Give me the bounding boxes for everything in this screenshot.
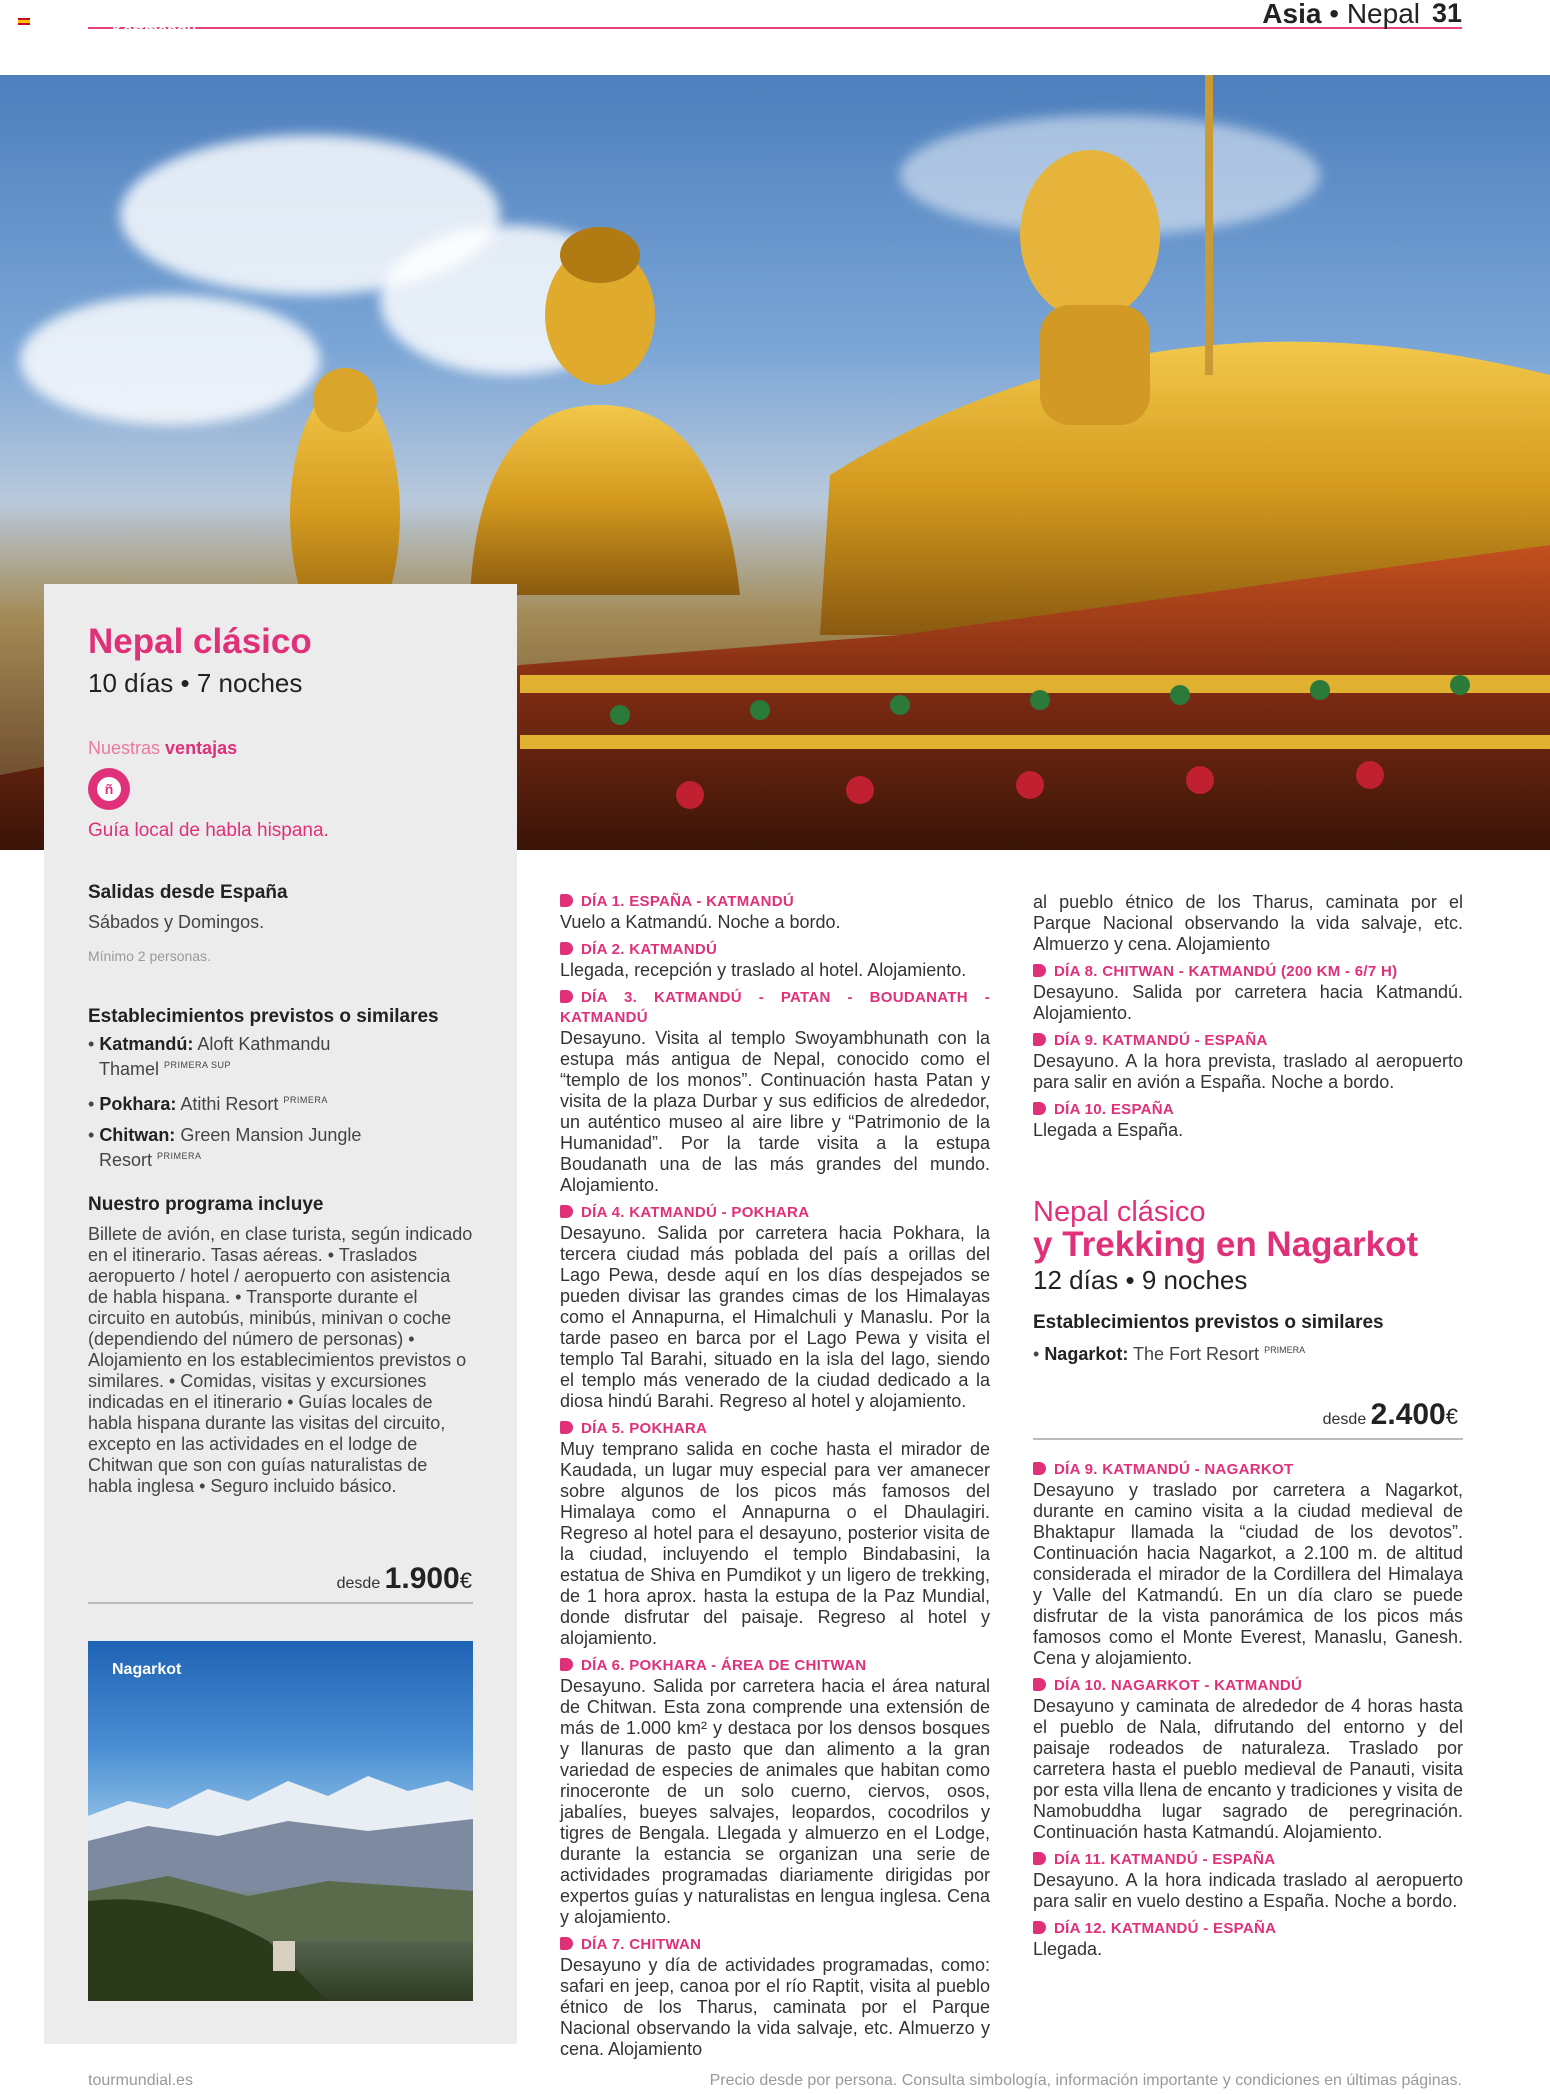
day-marker-icon [560, 1205, 573, 1218]
hero-caption: Kartmandú [112, 22, 197, 39]
day-marker-icon [1033, 1462, 1046, 1475]
day-marker-icon [560, 1421, 573, 1434]
itinerary-day: DÍA 8. CHITWAN - KATMANDÚ (200 KM - 6/7 H) Desayuno. Salida por carretera hacia Katmandú. Alojamiento. [1033, 963, 1463, 1023]
includes-heading: Nuestro programa incluye [88, 1194, 324, 1215]
hotels-heading: Establecimientos previstos o similares [88, 1006, 439, 1027]
itinerary-day: DÍA 7. CHITWAN Desayuno y día de actividades programadas, como: safari en jeep, canoa por el río Raptit, visita al pueblo étnico de los Tharus, caminata por el Parque Nacional observando la vida salvaje, etc. Almuerzo y cena. Alojamiento [560, 1936, 990, 2059]
advantages-heading: Nuestras ventajas [88, 738, 238, 758]
itinerary-day: DÍA 6. POKHARA - ÁREA DE CHITWAN Desayuno. Salida por carretera hacia el área natural de Chitwan. Esta zona comprende una extensión de más de 1.000 km² y destaca por los densos bosques y llanuras de pasto que dan alimento a la gran variedad de especies de animales que habitan como rinoceronte de un solo cuerno, ciervos, osos, jabalíes, bueyes salvajes, leopardos, cocodrilos y tigres de Bengala. Llegada y almuerzo en el Lodge, durante la estancia se organizan una serie de actividades programadas diariamente dirigidas por expertos guías y naturalistas en lengua inglesa. Cena y alojamiento. [560, 1657, 990, 1927]
price-divider [1033, 1438, 1463, 1440]
footer-website[interactable]: tourmundial.es [88, 2072, 193, 2089]
hotel-item: • Pokhara: Atithi Resort $^{PRIMERA}$ [88, 1094, 328, 1114]
mountain-illustration [88, 1641, 473, 2001]
day7-continuation: al pueblo étnico de los Tharus, caminata por el Parque Nacional observando la vida salvaje, etc. Almuerzo y cena. Alojamiento [1033, 892, 1463, 954]
itinerary-day: DÍA 4. KATMANDÚ - POKHARA Desayuno. Salida por carretera hacia Pokhara, la tercera ciudad más poblada del país a orillas del Lago Pewa, desde aquí en los días despejados se pueden divisar las grandes cimas de los Himalayas como el Annapurna, el Himalchuli y Manaslu. Por la tarde paseo en barca por el Lago Pewa y visita el templo Tal Barahi, situado en la isla del lago, siendo el templo más venerado de la ciudad dedicado a la diosa hindú Barahi. Regreso al hotel y alojamiento. [560, 1204, 990, 1411]
day-marker-icon [1033, 964, 1046, 977]
hotel-item: • Chitwan: Green Mansion Jungle Resort $^{PRIMERA}$ [88, 1125, 362, 1170]
day-marker-icon [1033, 1102, 1046, 1115]
hotels-list [88, 1034, 388, 1181]
nagarkot-photo [88, 1641, 473, 2001]
footer-disclaimer: Precio desde por persona. Consulta simbología, información importante y condiciones en últimas páginas. [709, 2072, 1462, 2089]
page-number: 31 [1431, 0, 1462, 28]
minimum-people: Mínimo 2 personas. [88, 948, 211, 964]
trip2-title-light: Nepal clásico [1033, 1196, 1206, 1228]
trip2-duration: 12 días • 9 noches [1033, 1265, 1248, 1295]
itinerary-day: DÍA 10. NAGARKOT - KATMANDÚ Desayuno y caminata de alrededor de 4 horas hasta el pueblo de Nala, difrutando del entorno y del paisaje rodeados de naturaleza. Traslado por carretera hasta el pueblo medieval de Panauti, visita por esta villa llena de encanto y tradiciones y visita de Namobuddha lugar sagrado de peregrinación. Continuación hasta Katmandú. Alojamiento. [1033, 1677, 1463, 1842]
itinerary-day: DÍA 9. KATMANDÚ - ESPAÑA Desayuno. A la hora prevista, traslado al aeropuerto para salir en avión a España. Noche a bordo. [1033, 1032, 1463, 1092]
price-divider [88, 1602, 473, 1604]
day-marker-icon [1033, 1678, 1046, 1691]
advantage-text: Guía local de habla hispana. [88, 820, 329, 841]
trip2-hotel: • Nagarkot: The Fort Resort $^{PRIMERA}$ [1033, 1344, 1306, 1364]
departures-heading: Salidas desde España [88, 882, 288, 903]
day-marker-icon [560, 894, 573, 907]
day-marker-icon [1033, 1033, 1046, 1046]
trip2-hotels-heading: Establecimientos previstos o similares [1033, 1312, 1384, 1333]
itinerary-day: DÍA 9. KATMANDÚ - NAGARKOT Desayuno y traslado por carretera a Nagarkot, durante en camino visita a la ciudad medieval de Bhaktapur llamada la “ciudad de los devotos”. Continuación hacia Nagarkot, a 2.100 m. de altitud considerada el mirador de la Cordillera del Himalaya y Valle del Katmandú. En un día claro se puede disfrutar de la vista panorámica de los picos más famosos como el Monte Everest, Manaslu, Ganesh. Cena y alojamiento. [1033, 1461, 1463, 1668]
itinerary-day: DÍA 10. ESPAÑA Llegada a España. [1033, 1101, 1184, 1140]
day-marker-icon [1033, 1921, 1046, 1934]
hotel-item: • Katmandú: Aloft Kathmandu Thamel $^{PRIMERA SUP}$ [88, 1034, 331, 1079]
departures-text: Sábados y Domingos. [88, 912, 265, 932]
day-marker-icon [560, 942, 573, 955]
itinerary-day: DÍA 11. KATMANDÚ - ESPAÑA Desayuno. A la hora indicada traslado al aeropuerto para salir en vuelo destino a España. Noche a bordo. [1033, 1851, 1463, 1911]
itinerary-day: DÍA 5. POKHARA Muy temprano salida en coche hasta el mirador de Kaudada, un lugar muy especial para ver amanecer sobre algunos de los picos más famosos del Himalaya como el Annapurna o el Dhaulagiri. Regreso al hotel para el desayuno, posterior visita de la ciudad, incluyendo el templo Bindabasini, la estatua de Shiva en Pumdikot y un ligero de trekking, de 1 hora aprox. hasta la estupa de la Paz Mundial, donde disfrutar del paisaje. Regreso al hotel y alojamiento. [560, 1420, 990, 1648]
trip2-title-bold: y Trekking en Nagarkot [1033, 1225, 1419, 1264]
trip2-itinerary [1033, 1460, 1463, 1967]
day-marker-icon [1033, 1852, 1046, 1865]
trip2-header [1033, 1196, 1463, 1365]
itinerary-day: DÍA 12. KATMANDÚ - ESPAÑA Llegada. [1033, 1920, 1277, 1959]
includes-text: Billete de avión, en clase turista, según indicado en el itinerario. Tasas aéreas. • Traslados aeropuerto / hotel / aeropuerto con asistencia de habla hispana. • Transporte durante el circuito en autobús, minibús, minivan o coche (dependiendo del número de personas) • Alojamiento en los establecimientos previstos o similares. • Comidas, visitas y excursiones indicadas en el itinerario • Guías locales de habla hispana durante las visitas del circuito, excepto en las actividades en el lodge de Chitwan que son con guías naturalistas de habla inglesa • Seguro incluido básico. [88, 1224, 473, 1496]
trip1-price: desde 1.900€ [336, 1562, 472, 1595]
itinerary-column-1 [560, 892, 990, 2059]
spanish-guide-icon: ñ [88, 768, 130, 810]
itinerary-column-2 [1033, 892, 1463, 1148]
day-marker-icon [560, 990, 573, 1003]
itinerary-day: DÍA 3. KATMANDÚ - PATAN - BOUDANATH - KATMANDÚ Desayuno. Visita al templo Swoyambhunath con la estupa más antigua de Nepal, conocido como el “templo de los monos”. Continuación hasta Patan y visita de la plaza Durbar y sus edificios de alrededor, un auténtico museo al aire libre y “Patrimonio de la Humanidad”. Por la tarde visita a la estupa Boudanath una de las más grandes del mundo. Alojamiento. [560, 989, 990, 1195]
trip2-price: desde 2.400€ [1322, 1398, 1458, 1431]
day-marker-icon [560, 1658, 573, 1671]
thumb-caption: Nagarkot [112, 1661, 182, 1678]
itinerary-day: DÍA 2. KATMANDÚ Llegada, recepción y traslado al hotel. Alojamiento. [560, 941, 967, 980]
header-rule [88, 27, 1462, 29]
trip-title: Nepal clásico [88, 622, 312, 661]
day-marker-icon [560, 1937, 573, 1950]
section-title: Asia • Nepal [1262, 0, 1420, 29]
spain-flag-icon [18, 18, 30, 26]
itinerary-day: DÍA 1. ESPAÑA - KATMANDÚ Vuelo a Katmandú. Noche a bordo. [560, 893, 841, 932]
trip-duration: 10 días • 7 noches [88, 668, 303, 698]
